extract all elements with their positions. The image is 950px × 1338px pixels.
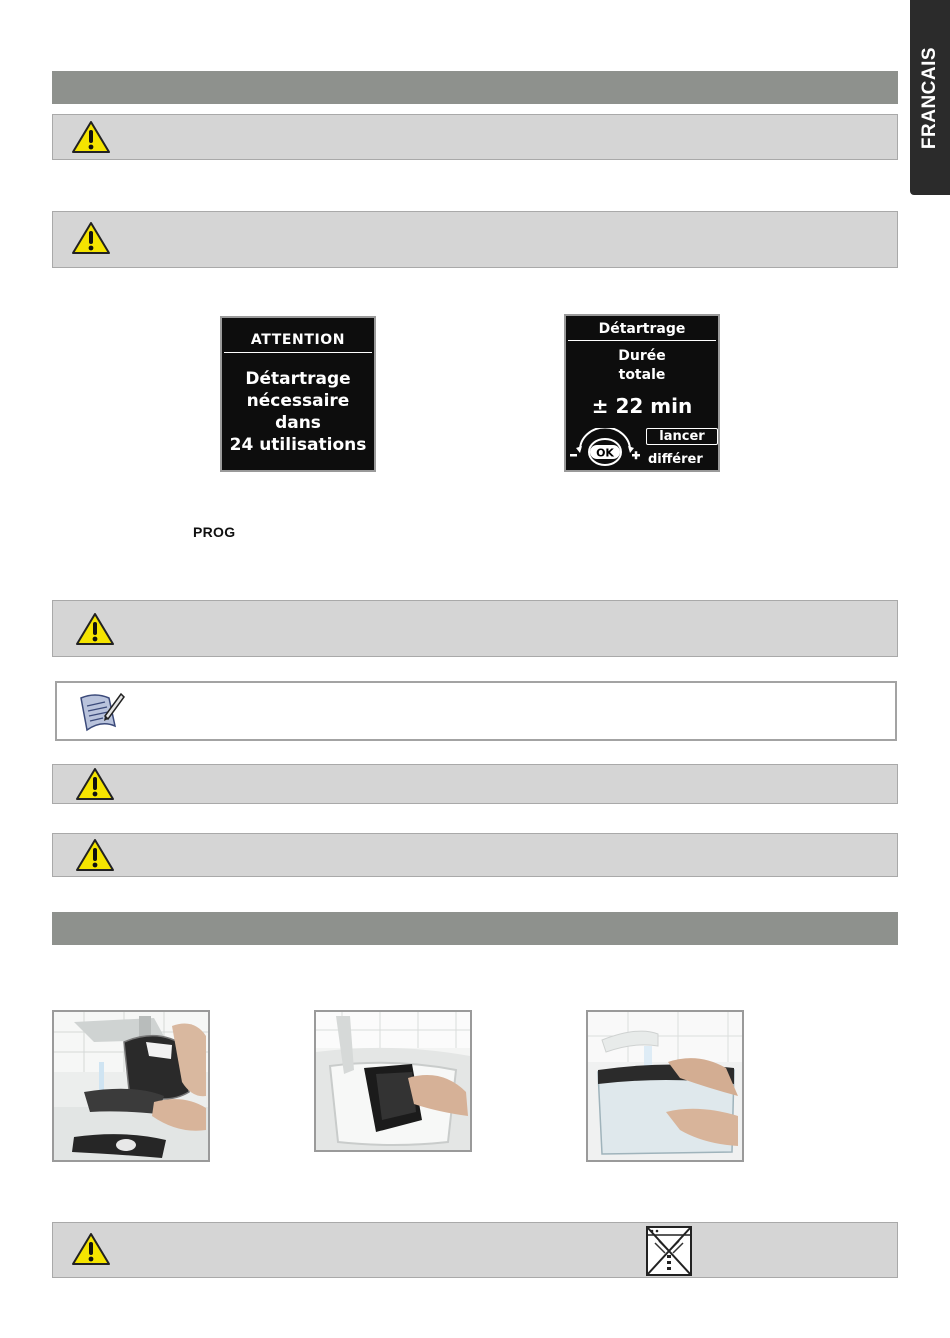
- photo-rinse-filter: [314, 1010, 472, 1152]
- start-option: lancer: [646, 428, 718, 445]
- warning-box: [52, 114, 898, 160]
- note-box: [55, 681, 897, 741]
- warning-box: [52, 1222, 898, 1278]
- screen-line: totale: [618, 367, 666, 383]
- screen-header: ATTENTION: [250, 332, 346, 348]
- warning-triangle-icon: [71, 221, 111, 255]
- screen-line: dans: [275, 413, 321, 433]
- warning-triangle-icon: [71, 1232, 111, 1266]
- lcd-screen-descaling: [564, 314, 720, 472]
- photo-rinse-water-tank: [586, 1010, 744, 1162]
- ok-button-label: OK: [596, 446, 614, 460]
- screen-line: nécessaire: [246, 391, 350, 411]
- language-tab: [910, 0, 950, 195]
- screen-divider: [224, 352, 372, 353]
- language-tab-label: FRANCAIS: [919, 46, 940, 149]
- warning-triangle-icon: [75, 767, 115, 801]
- no-dishwasher-icon: [643, 1225, 695, 1277]
- warning-box: [52, 600, 898, 657]
- screen-line: 24 utilisations: [229, 435, 367, 455]
- section-header-bar: [52, 71, 898, 104]
- screen-line: Durée: [618, 348, 666, 364]
- screen-divider: [568, 340, 716, 341]
- warning-box: [52, 833, 898, 877]
- lcd-screen-attention: [220, 316, 376, 472]
- defer-option: différer: [648, 452, 703, 467]
- warning-triangle-icon: [75, 838, 115, 872]
- screen-header: Détartrage: [598, 321, 686, 337]
- rotary-dial-icon: [568, 428, 642, 468]
- duration-value: ± 22 min: [591, 394, 693, 418]
- prog-button-label: PROG: [193, 524, 236, 540]
- warning-triangle-icon: [75, 612, 115, 646]
- note-pen-icon: [75, 688, 125, 736]
- photo-rinse-tank-lid: [52, 1010, 210, 1162]
- warning-box: [52, 211, 898, 268]
- warning-triangle-icon: [71, 120, 111, 154]
- warning-box: [52, 764, 898, 804]
- screen-line: Détartrage: [245, 369, 351, 389]
- section-header-bar: [52, 912, 898, 945]
